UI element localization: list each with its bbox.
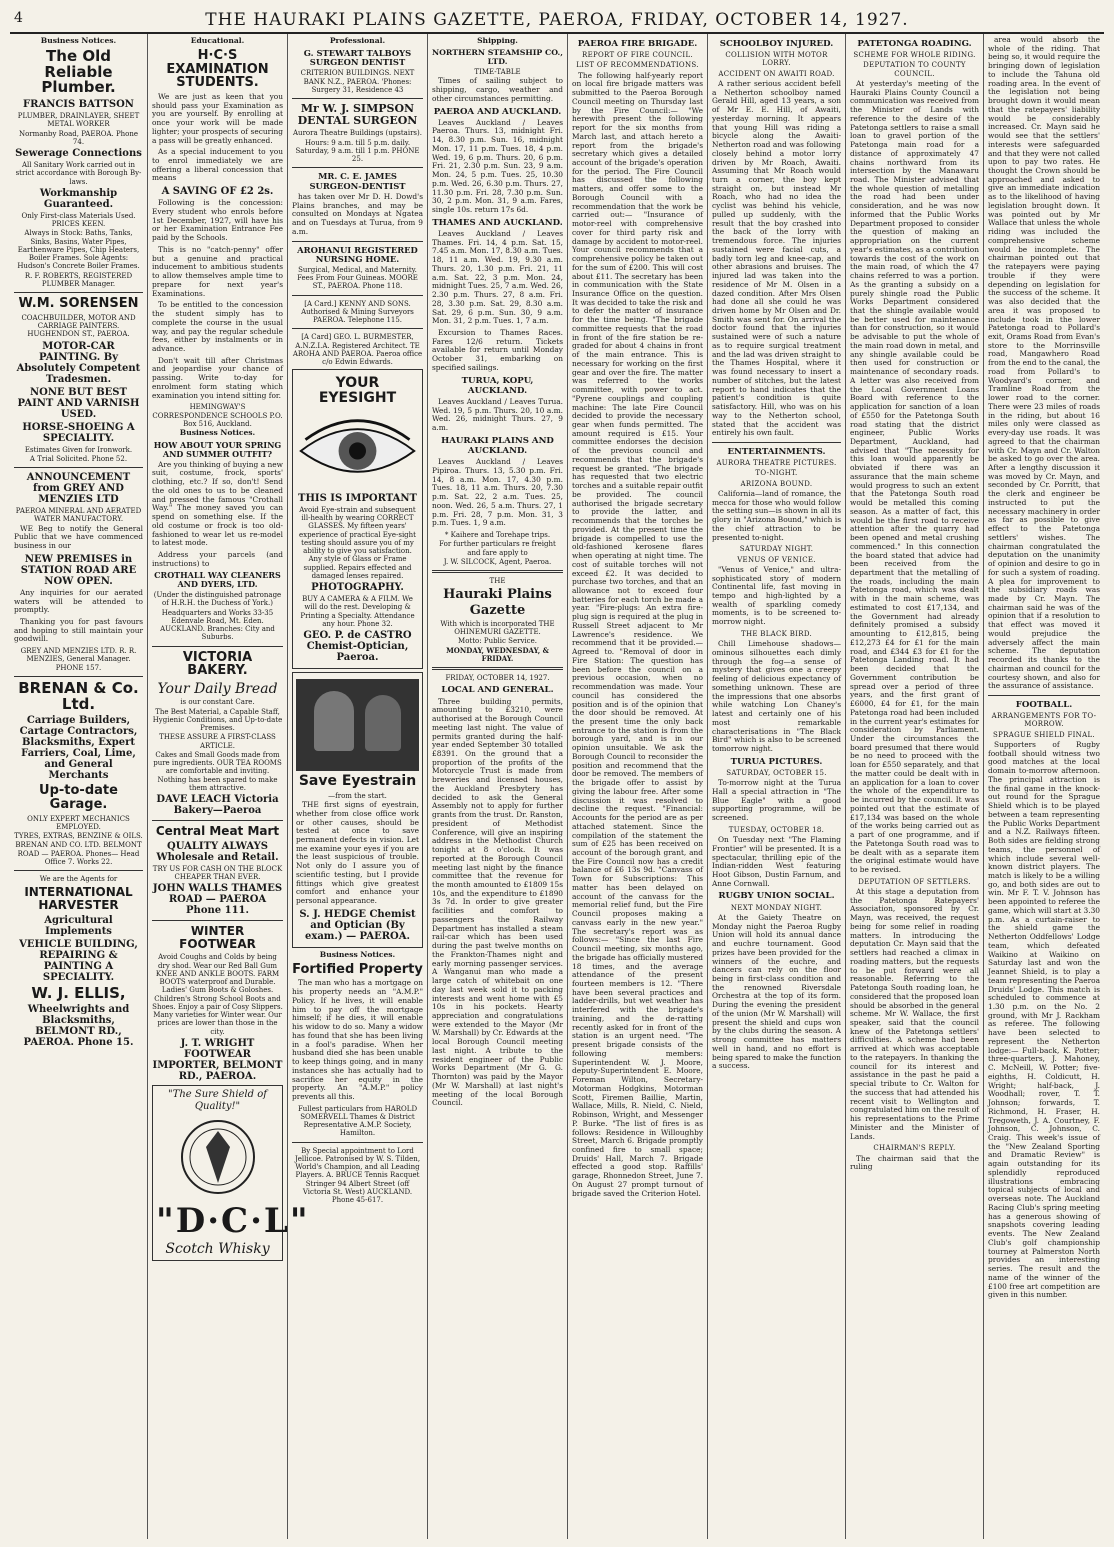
masthead [10, 6, 1104, 34]
sat15: SATURDAY, OCTOBER 15. [726, 768, 827, 777]
motto: Motto: Public Service. [458, 637, 537, 646]
estimates: Estimates Given for Ironwork. [24, 445, 133, 454]
ellis-text: Wheelwrights and Blacksmiths, BELMONT RD., PAEROA. Phone 15. [23, 1004, 134, 1049]
column-5 [568, 34, 708, 1539]
timetable: TIME-TABLE [474, 68, 521, 77]
sailings-4: Leaves Auckland / Leaves Pipiroa. Thurs. 13, 5.30 p.m. Fri. 14, 8 a.m. Mon. 17, 4.30 p.m. Tues. 18, 11 a.m. Thurs. 20, 7.30 p.m. Sat. 22, 2 a.m. Tues. 25, noon. Wed. 26, 5 a.m. Thurs. 27, 1 p.m. Fri. 28, 7 p.m. Mon. 31, 3 p.m. Tues. 1, 9 a.m. [432, 457, 563, 528]
roberts-text: R. F. ROBERTS, REGISTERED PLUMBER Manager. [24, 271, 133, 288]
eye-icon [296, 409, 419, 491]
fire-list: LIST OF RECOMMENDATIONS. [576, 61, 699, 70]
chairman-reply: CHAIRMAN'S REPLY. [873, 1144, 956, 1153]
sat15-text: To-morrow night at the Turua Hall a special attraction in "The Blue Eagle" with a good supporting programme, will be screened. [712, 778, 841, 823]
deputation-settlers: DEPUTATION OF SETTLERS. [858, 877, 971, 886]
section-heading-2: Business Notices. [319, 949, 396, 959]
hours: Hours: 9 a.m. till 5 p.m. daily. Saturday, 9 a.m. till 1 p.m. PHONE 25. [295, 138, 420, 164]
divider [14, 676, 143, 677]
rugby-text: At the Gaiety Theatre on Monday night the Paeroa Rugby Union will hold its annual dance and euchre tournament. Good prizes have been provided for the winners of the euchre, and dancers can rely on the floor being in first-class condition and the renowned Riversdale Orchestra at the top of its form. During the evening the president of the union (Mr W. Marshall) will present the shield and cups won by the clubs during the season. A strong committee has matters well in hand, and no effort is being spared to make the function a success. [712, 912, 842, 1071]
simpson: Mr W. J. SIMPSON DENTAL SURGEON [297, 102, 418, 128]
talboys: G. STEWART TALBOYS SURGEON DENTIST [303, 47, 412, 68]
days: MONDAY, WEDNESDAY, & FRIDAY. [446, 645, 549, 663]
somervell: Fullest particulars from HAROLD SOMERVELL Thames & District Representative A.M.P. Society, Hamilton. [297, 1104, 418, 1138]
column-6 [708, 34, 846, 1539]
crothall-p8: Address your parcels (and instructions) to [152, 550, 283, 568]
bruce: By Special appointment to Lord Jellicoe. Patronised by W. S. Tilden, World's Champion, and all Leading Players. A. BRUCE Tennis Racquet Stringer 94 Albert Street (off Victoria St. West) AUCKLAND. Phone 45-617. [294, 1146, 421, 1205]
fire-text: The following half-yearly report on local fire brigade matters was submitted to the Paeroa Borough Council meeting on Thursday last by the Fire Council:— "We herewith present the following report for the six months from March last, and attach hereto a report from the brigade's secretary which gives a detailed account of the brigade's operation for the period. The Fire Council has discussed the following matters, and offer some to the Borough Council with a recommendation that the work be carried out:— "Insurance of motor-reel with comprehensive cover for third party risk and damage by accident to motor-reel. Your council recommends that a comprehensive policy be taken out for the sum of £200. This will cost about £11. The secretary has been in communication with the State Insurance Office on the question. It was decided to take the risk and to defer the matter of insurance for the time being. "The brigade committee requests that the road in front of the fire station be re-graded for about 4 chains in front of the main entrance. This is necessary for working on the first gear and over the fire. The matter was referred to the works committee, with power to act. "Pyrene couplings and coupling machine: The late Fire Council decided to provide the necessary gear when funds permitted. The amount required is £15. Your committee endorses the decision of the previous council and recommends that the brigade's request be granted. "The brigade has requested that two electric torches and a suitable repair outfit be provided. The council authorised the brigade secretary to provide the latter, and recommends that the torches be provided. At the present time the brigade is compelled to use the old-fashioned kerosene flares when operating at night time. The cost of suitable torches will not exceed £2. It was decided to purchase two torches, and that an allowance not to exceed four batteries for each torch be made a year. "Fire-plugs: An extra fire-plug sign is required at the plug in Russell Street adjacent to Mr Lawrence's residence. We recommend that it be provided.—Agreed to. "Removal of door in Fire Station: The question has been before the council on a previous occasion, when no recommendation was made. Your council has considered the position and is of the opinion that the door should be removed. At the present time the only back entrance to the station is from the borough yard, and is in our opinion unsuitable. We ask the Borough Council to reconsider the position and recommend that the door be removed. The members of the brigade offer to assist by giving the labour free. After some discussion it was resolved to decline the request. "Financial: Accounts for the period are as per attached statement. Since the compilation of the statement the sum of £25 has been received on account of the borough grant, and the Fire Council now has a credit balance of £6 13s 9d. "Canvass of Town for Subscriptions: This matter has been delayed on account of the canvass for the memorial relief fund, but the Fire Council proposes making a canvass early in the new year." The secretary's report was as follows:— "Since the last Fire Council meeting, six months ago, the brigade has officially mustered 18 times, and the average attendance of the present fourteen members is 12. "There have been several practices and ladder-drills, but wet weather has interfered with the brigade's training, and the de-ratting recently asked for in front of the station is an urgent need. "The present brigade consists of the following members: Superintendent W. J. Moore, deputy-Superintendent E. Moore, Foreman Wilton, Secretary-Motorman Hodgkins, Motorman Scott, Firemen Baillie, Martin, Wallace, Mills, R. Nield, C. Nield, Robinson, Wright, and Messenger P. Burke. "The list of fires is as follows: Residence in Willoughby Street, March 6. Brigade promptly confined fire to small space; Druids' Hall, March 7. Brigade effected a good stop. Raffills' garage, Rhonnedon Street, June 7. On August 27 prompt turnout of brigade saved the Criterion Hotel. [572, 70, 703, 1198]
rugby-social: RUGBY UNION SOCIAL. [718, 891, 835, 902]
kenny: [A Card.] KENNY AND SONS. Authorised & Mining Surveyors PAEROA. Telephone 115. [301, 299, 414, 325]
sewerage-heading: Sewerage Connections [15, 148, 142, 160]
section-heading-2: Business Notices. [179, 428, 256, 438]
burmester: [A Card] GEO. L. BURMESTER, A.N.Z.I.A. Registered Architect. TE AROHA AND PAEROA. Paeroa office c/o Edwin Edwards. [292, 333, 423, 367]
walls: JOHN WALLS THAMES ROAD — PAEROA Phone 111. [152, 883, 283, 917]
thames-auckland: THAMES AND AUCKLAND. [432, 217, 563, 228]
crothall-p7: Are you thinking of buying a new suit, costume, frock, sports' clothing, etc.? If so, don't! Send the old ones to us to be cleaned and pressed the famous "Crothall Way." The money saved you can spend on something else. If the old costume or frock is too old-fashioned to wear let us re-model to latest mode. [152, 459, 283, 548]
dcl-logo: "D·C·L" [156, 1200, 310, 1241]
winter-text: Avoid Coughs and Colds by being dry shod. Wear our Red Ball Gum KNEE AND ANKLE BOOTS. FARM BOOTS waterproof and Durable. Ladies' Gum Boots & Goloshes. Children's Strong School Boots and Shoes. Enjoy a pair of Cosy Slippers. Many varieties for Winter wear. Our prices are lower than those in the city. [152, 953, 283, 1036]
aurora: AURORA THEATRE PICTURES. [716, 459, 837, 468]
patetonga-continued: area would absorb the whole of the riding. That being so, it would require the bringing down of legislation to include the Tahuna old roading area. In the event of the legislation not being brought down it would mean that the ratepayers' liability would be considerably increased. Cr. Mayn said he would see that the settlers' interests were safeguarded and that they were not called upon to pay two rates. He thought the Crown should be approached and asked to give an immediate indication as to the likelihood of having legislation brought down. It was pointed out by Mr Wallace that unless the whole riding was included the comprehensive scheme would be incomplete. The chairman pointed out that the ratepayers were paying trouble if they were depending on legislation for the success of the scheme. It was also decided that the area it was proposed to include took in the lower Patetonga road to Pollard's exit, Orams Road from Evan's store to the Morrinsville road, Mangawhero Road from the end to the canal, the road from Pollard's to Woodyard's corner, and Tramline Road from the lower road to the corner. There were 23 miles of roads in the riding, but about 16 miles only were classed as every-day use roads. It was agreed to that the chairman with Cr. Mayn and Cr. Walton be asked to go over the area. After a lengthy discussion it was moved by Cr. Mayn, and seconded by Cr. Porritt, that the clerk and engineer be instructed to put the necessary machinery in order as far as possible to give effect to the Patetonga settlers' wishes. The chairman congratulated the deputation on the unanimity of opinion and desire to go in for such a system of roading. A plea for improvement to the subsidiary roads was made by Cr. Mayn. The chairman said he was of the opinion that if a resolution to that effect was moved it would prejudice the adversely affect the main scheme. The deputation recorded its thanks to the chairman and council for the courtesy shown, and also for the assurance of assistance. [988, 35, 1100, 691]
dateline: FRIDAY, OCTOBER 14, 1927. [445, 674, 550, 683]
fire-brigade: PAEROA FIRE BRIGADE. [577, 39, 698, 49]
seal-icon [178, 1117, 258, 1197]
divider [14, 292, 143, 293]
mechanics: ONLY EXPERT MECHANICS EMPLOYED. [27, 814, 130, 831]
column-7 [846, 34, 984, 1539]
blackbird-text: Chill Limehouse shadows—ominous silhouettes each dimly through the fog—a sense of mystery that gives one a creepy feeling of delicious expectancy of something unknown. These are the impressions that one absorbs while watching Lon Chaney's latest and certainly one of his most remarkable characterisations in "The Black Bird" which is also to be screened tomorrow night. [712, 639, 841, 753]
turua-pictures: TURUA PICTURES. [730, 756, 823, 767]
sailings-3: Leaves Auckland / Leaves Turua. Wed. 19, 5 p.m. Thurs. 20, 10 a.m. Wed. 26, midnight Thurs. 27, 9 a.m. [432, 396, 563, 433]
return-note: Excursion to Thames Races. Fares 12/6 return. Tickets available for return until Monday October 31, embarking on specified sailings. [432, 327, 563, 372]
accident: ACCIDENT ON AWAITI ROAD. [718, 69, 835, 78]
plumber-name: FRANCIS BATTSON [23, 99, 134, 111]
fire-report: REPORT OF FIRE COUNCIL. [582, 51, 693, 60]
mineral-water: PAEROA MINERAL AND AERATED WATER MANUFACTORY. [15, 507, 142, 524]
divider [292, 1142, 423, 1143]
brenan-heading: BRENAN & Co. Ltd. [18, 678, 139, 713]
leach: DAVE LEACH Victoria Bakery—Paeroa [156, 794, 279, 817]
reply-text: The chairman said that the ruling [850, 1153, 979, 1172]
saving: A SAVING OF £2 2s. [161, 186, 274, 198]
plumber-trade: PLUMBER, DRAINLAYER, SHEET METAL WORKER [17, 112, 140, 129]
the-label: THE [489, 577, 506, 586]
section-heading: Shipping. [477, 36, 518, 45]
best-material: The Best Material, a Capable Staff, Hygienic Conditions, and Up-to-date Premises. [152, 707, 283, 733]
meat-heading: Central Meat Mart [155, 824, 280, 839]
garage-heading: Up-to-date Garage. [39, 783, 118, 813]
photography: PHOTOGRAPHY. [311, 582, 404, 594]
plumber-address: Normanby Road, PAEROA. Phone 74. [18, 129, 139, 146]
none-but: NONE BUT BEST PAINT AND VARNISH USED. [17, 386, 140, 420]
arrangements: ARRANGEMENTS FOR TO-MORROW. [991, 712, 1097, 729]
sailings-2: Leaves Auckland / Leaves Thames. Fri. 14, 4 p.m. Sat. 15, 7.45 a.m. Mon. 17, 8.30 a.m. Tues. 18, 11 a.m. Wed. 19, 9.30 a.m. Thurs. 20, 1.30 p.m. Fri. 21, 11 a.m. Sat. 22, 3 p.m. Mon. 24, midnight Tues. 25, 7 a.m. Wed. 26, 2.30 p.m. Thurs. 27, 8 a.m. Fri. 28, 3.30 p.m. Sat. 29, 8.30 a.m. Sat. 29, 6 p.m. Sun. 30, 9 a.m. Mon. 31, 2 p.m. Tues. 1, 7 a.m. [432, 228, 563, 326]
divider [152, 646, 283, 647]
next-monday: NEXT MONDAY NIGHT. [730, 903, 823, 912]
venus-text: "Venus of Venice," and ultra-sophisticated story of modern Continental life, fast moving in tempo and high-lighted by a wealth of sparkling comedy moments, is to be screened to-morrow night. [712, 564, 841, 627]
harvester-pre: We are the Agents for [39, 875, 118, 884]
fortified-text: The man who has a mortgage on his property needs an "A.M.P." Policy. If he lives, it will enable him to pay off the mortgage himself; if he dies, it will enable his widow to do so. Many a widow has found that she has been living in a fool's paradise. When her husband died she has been unable to keep things going, and in many instances she has actually had to sacrifice her equity in the property. An "A.M.P." policy prevents all this. [292, 978, 423, 1101]
fortified-heading: Fortified Property [292, 961, 423, 977]
hcs-p5: To be entitled to the concession the student simply has to complete the course in the usual way, and pay the regular schedule fees, either by instalments or in advance. [152, 300, 283, 353]
thanking-text: Thanking you for past favours and hoping to still maintain your goodwill. [14, 617, 143, 644]
school-text: A rather serious accident befell a Netherton schoolboy named Gerald Hill, aged 13 years, a son of Mr E. E. Hill, of Awaiti, yesterday morning. It appears that young Hill was riding a bicycle along the Awaiti-Netherton road and was following closely behind a motor lorry driven by Mr Roach, Awaiti. Assuming that Mr Roach would turn a corner, the boy kept straight on, but instead Mr Roach, who had no idea the cyclist was behind his vehicle, pulled up suddenly, with the result that the boy crashed into the back of the lorry with tremendous force. The injuries sustained were facial cuts, a badly torn leg and knee-cap, and other abrasions and bruises. The injured lad was taken into the residence of Mr M. Olsen in a dazed condition. After Mrs Olsen had done all she could he was driven home by Mr Olsen and Dr. Smith was sent for. On arrival the doctor found that the injuries sustained were of such a nature as to require surgical treatment and the lad was driven straight to the Thames Hospital, where it was found necessary to insert a number of stitches, but the latest report to hand indicates that the patient's condition is quite satisfactory. Hill, who was on his way to the Netherton school, stated that the accident was entirely his own fault. [712, 78, 841, 438]
cakes: Cakes and Small Goods made from pure ingredients. OUR TEA ROOMS are comfortable and inviting. Nothing has been spared to make them attractive. [153, 750, 282, 792]
eyesight-heading: YOUR EYESIGHT [318, 375, 397, 407]
blackbird: THE BLACK BIRD. [740, 629, 813, 638]
deputation-text: At this stage a deputation from the Patetonga Ratepayers' Association, sponsored by Cr. Mayn, was received, the request being for some relief in roading matters. In introducing the deputation Cr. Mayn said that the settlers had reached a climax in roading matters, but the requests to be put forward were all reasonable. Referring to the Patetonga South roading loan, he considered that the proposed loan should be absorbed in the general scheme. Mr W. Wallace, the first speaker, said that the council knew of the Patetonga settlers' difficulties. A scheme had been arrived at which was acceptable to the ratepayers. In thanking the council for its interest and assistance in the past he paid a special tribute to Cr. Walton for the success that had attended his recent visit to Wellington and congratulated him on the result of his representations to the Prime Minister and the Minister of Lands. [850, 886, 979, 1141]
columns [10, 34, 1104, 1539]
divider [988, 695, 1100, 696]
victoria-heading: VICTORIA BAKERY. [182, 649, 253, 679]
vehicle-building: VEHICLE BUILDING, REPAIRING & PAINTING A SPECIALITY. [19, 938, 138, 983]
paeroa-auckland: PAEROA AND AUCKLAND. [433, 106, 562, 117]
football: FOOTBALL. [1015, 700, 1073, 711]
inquiries-text: Any inquiries for our aerated waters will be attended to promptly. [14, 587, 143, 615]
patetonga-text: At yesterday's meeting of the Hauraki Plains County Council a communication was received from the Minister of Lands with reference to the desire of the Patetonga settlers to raise a small loan to gravel portion of the Patetonga main road for a distance of approximately 47 chains northward from its intersection by the Manawaru road. The Minister advised that the whole question of metalling the road had been under consideration, and he was now informed that the Public Works Department proposed to consider the question of making an appropriation on the current year's estimates, as a contribution towards the cost of the work on the main road, of which the 47 chains referred to was a portion. As the granting a subsidy on a purely shingle road the Public Works Department considered that the shingle available would be better used for maintenance than for construction, so it would be advisable to put the whole of the main road down in metal, and any shingle available could be then used for construction or maintenance of secondary roads. A letter was also received from the Local Government Loans Board with reference to the application for sanction of a loan of £550 for the Patetonga South road stating that the district engineer, Public Works Department, Auckland, had advised that "The necessity for this loan would apparently be obviated if there was an assurance that the main scheme would progress to such an extent that the Patetonga South road would be metalled this coming season. As a matter of fact, this would be the first road to receive attention after the quarry had been opened and metal crushing commenced." In this connection the board stated that advice had been received from the department that the metalling of the roads, including the main Patetonga road, which was dealt with in the main scheme, was estimated to cost £17,134, and the Government had already definitely promised a subsidy amounting to £12,815, being £12,273 £4 for £1 for the main road, and £344 £3 for £1 for the Patetonga Landing road. It had been decided that the Government contribution be spread over a period of three years, and the first grant of £6000, £4 for £1, for the main Patetonga road had been included in the current year's estimates for consideration by Parliament. Under the circumstances the board presumed that there would be no need to proceed with the loan for £550 separately, and that the matter could be dealt with in an application for a loan to cover the whole of the expenditure to be incurred by the council. It was pointed out that the estimate of £17,134 was based on the whole of the works being carried out as a part of one programme, and if the Patetonga South road was to be dealt with as a separate item the original estimate would have to be revised. [850, 78, 979, 874]
patetonga: PATETONGA ROADING. [857, 39, 972, 49]
hedge: S. J. HEDGE Chemist and Optician (By exam.) — PAEROA. [299, 908, 416, 942]
horse-shoeing: HORSE-SHOEING A SPECIALITY. [22, 421, 135, 444]
tue18-text: On Tuesday next "The Flaming Frontier" will be presented. It is a spectacular, thrilling epic of the Indian-ridden West featuring Hoot Gibson, Dustin Farnum, and Anne Cornwall. [712, 835, 841, 888]
incorporated: With which is incorporated THE OHINEMURI GAZETTE. [440, 619, 555, 637]
hcs-heading: H·C·S EXAMINATION STUDENTS. [166, 47, 269, 91]
tonight: TO-NIGHT. [755, 469, 798, 478]
our-care: is our constant Care. [180, 698, 255, 707]
stock-text: Always in Stock: Baths, Tanks, Sinks, Basins, Water Pipes, Earthenware Pipes, Chip Heaters, Boiler Frames. Sole Agents: Hudson's Concrete Boiler Frames. [17, 229, 140, 271]
column-4 [428, 34, 568, 1539]
tue18: TUESDAY, OCTOBER 18. [728, 825, 825, 834]
column-1 [10, 34, 148, 1539]
divider [292, 167, 423, 168]
crothall-patronage: (Under the distinguished patronage of H.R.H. the Duchess of York.) [153, 591, 282, 608]
further: For further particulars re freight and fare apply to [439, 540, 556, 557]
crothall-hq: Headquarters and Works 33-35 Edenvale Road, Mt. Eden. AUCKLAND. Branches: City and Suburbs. [160, 608, 275, 642]
arohanui: AROHANUI REGISTERED NURSING HOME. [297, 244, 418, 264]
talboys-addr: CRITERION BUILDINGS. NEXT BANK N.Z., PAEROA. 'Phones: Surgery 31, Residence 43 [300, 69, 415, 94]
turua-heading: TURUA, KOPU, AUCKLAND. [461, 375, 534, 396]
sailings-1: Leaves Auckland / Leaves Paeroa. Thurs. 13, midnight Fri. 14, 8.30 p.m. Sun. 16, midnight Mon. 17, 11 p.m. Tues. 18, 4 p.m. Wed. 19, 6 p.m. Thurs. 20, 6 p.m. Fri. 21, 2.30 p.m. Sun. 23, 9 a.m. Mon. 24, 5 p.m. Tues. 25, 10.30 p.m. Wed. 26, 6.30 p.m. Thurs. 27, 11.30 p.m. Fri. 28, 7.30 p.m. Sun. 30, 2 p.m. Mon. 31, 9 a.m. Fares, single 10s. return 17s 6d. [432, 117, 563, 215]
divider [292, 98, 423, 99]
column-3 [288, 34, 428, 1539]
divider [14, 467, 143, 468]
save-eyestrain-ad [292, 672, 423, 948]
arohanui-text: Surgical, Medical, and Maternity. Fees From Four Guineas. MOORE ST., PAEROA. Phone 118. [297, 265, 418, 291]
save-heading: Save Eyestrain [298, 773, 417, 790]
ag-implements: Agricultural Implements [44, 914, 113, 937]
grey-menzies: GREY AND MENZIES LTD. R. R. MENZIES, General Manager. PHONE 157. [20, 647, 137, 672]
eyestrain-illustration [296, 679, 419, 771]
scheme: SCHEME FOR WHOLE RIDING. [853, 51, 976, 60]
tt-text: Times of sailing subject to shipping, cargo, weather and other circumstances permitting. [432, 76, 563, 103]
divider [432, 667, 563, 670]
from-start: —from the start. [328, 791, 387, 800]
kaihere: * Kaihere and Torehape trips. [444, 531, 551, 540]
column-2 [148, 34, 310, 1539]
daily-bread: Your Daily Bread [157, 680, 278, 697]
james: MR. C. E. JAMES SURGEON-DENTIST [309, 171, 406, 191]
venus: VENUS OF VENICE. [737, 555, 816, 564]
divider [152, 820, 283, 821]
divider [152, 920, 283, 921]
tyres: TYRES, EXTRAS, BENZINE & OILS. [14, 832, 143, 841]
column-8 [984, 34, 1104, 1539]
hcs-p4: This is no "catch-penny" offer but a genuine and practical inducement to ambitious students to allow themselves ample time to prepare for next year's Examinations. [152, 244, 283, 298]
section-heading: Professional. [329, 36, 386, 45]
motor-paint: MOTOR-CAR PAINTING. By Absolutely Competent Tradesmen. [16, 340, 141, 385]
page-number: 4 [14, 10, 24, 26]
important-heading: THIS IS IMPORTANT [298, 492, 417, 504]
divider [292, 241, 423, 242]
divider [292, 295, 423, 296]
saturday: SATURDAY NIGHT. [739, 545, 814, 554]
schoolboy: SCHOOLBOY INJURED. [719, 39, 834, 49]
trial: A Trial Solicited. Phone 52. [29, 454, 128, 463]
eye-text: Avoid Eye-strain and subsequent ill-health by wearing CORRECT GLASSES. My fifteen years' experience of practical Eye-sight testing should assure you of my ability to give you satisfaction. Any style of Glass or Frame supplied. Repairs effected and damaged lenses repaired. [298, 505, 416, 580]
new-premises: NEW PREMISES in STATION ROAD ARE NOW OPEN. [20, 553, 137, 587]
hemingway: HEMINGWAY'S CORRESPONDENCE SCHOOLS P.O. Box 516, Auckland. [152, 403, 283, 428]
hcs-p2: As a special inducement to you to enrol immediately we are offering a liberal concession that means [152, 147, 283, 183]
divider [292, 328, 423, 329]
hcs-p6: Don't wait till after Christmas and jeopardise your chance of passing. Write to-day for enrolment form stating which examination you intend sitting for. [152, 355, 283, 400]
workmanship-text: Only First-class Materials Used. PRICES KEEN. [21, 211, 136, 229]
sorensen-heading: W.M. SORENSEN [18, 296, 139, 312]
workmanship-heading: Workmanship Guaranteed. [39, 187, 118, 210]
sorensen-trade: COACHBUILDER, MOTOR AND CARRIAGE PAINTERS. HUGHENDON ST., PAEROA. [21, 313, 136, 339]
try-us: TRY US FOR CASH ON THE BLOCK CHEAPER THAN EVER. [152, 864, 283, 881]
eyesight-ad [292, 369, 423, 669]
hcs-p1: We are just as keen that you should pass your Examination as you are yourself. By enrolling at once your work will be made lighter; your prospects of securing a pass will be greatly enhanced. [152, 91, 283, 145]
quality: QUALITY ALWAYS Wholesale and Retail. [156, 840, 279, 863]
page-title: THE HAURAKI PLAINS GAZETTE, PAEROA, FRIDAY, OCTOBER 14, 1927. [205, 10, 909, 30]
save-text: THE first signs of eyestrain, whether from close office work or other causes, should be tested at once to save permanent defects in vision. Let me examine your eyes if you are the least suspicious of trouble. Not only do I assure you of scientific testing, but I provide fittings which give greatest comfort and enhance your personal appearance. [296, 800, 419, 906]
silcock: J. W. SILCOCK, Agent, Paeroa. [443, 557, 552, 566]
arizona: ARIZONA BOUND. [740, 479, 813, 488]
collision: COLLISION WITH MOTOR LORRY. [725, 51, 828, 68]
divider [712, 442, 841, 443]
hauraki-heading: HAURAKI PLAINS AND AUCKLAND. [441, 435, 554, 456]
scotch-whisky: Scotch Whisky [165, 1240, 270, 1257]
tiller: J. T. WRIGHT FOOTWEAR IMPORTER, BELMONT RD., PAEROA. [152, 1037, 283, 1082]
deputation: DEPUTATION TO COUNTY COUNCIL. [863, 61, 966, 78]
dcl-ad [152, 1085, 310, 1261]
spring-heading: HOW ABOUT YOUR SPRING AND SUMMER OUTFIT? [153, 440, 282, 459]
castro: GEO. P. de CASTRO Chemist-Optician, Paeroa. [303, 630, 412, 664]
three-assure: THESE ASSURE A FIRST-CLASS ARTICLE. [159, 733, 276, 750]
sprague: SPRAGUE SHIELD FINAL. [993, 730, 1095, 739]
simpson-addr: Aurora Theatre Buildings (upstairs). [293, 129, 422, 138]
gazette-title: Hauraki Plains Gazette [443, 587, 552, 618]
winter-heading: WINTER FOOTWEAR [179, 924, 256, 951]
divider [14, 870, 143, 871]
brenan-lines: Carriage Builders, Cartage Contractors, Blacksmiths, Expert Farriers, Coal, Lime, and General Merchants [19, 715, 138, 782]
ellis-heading: W. J. ELLIS, [31, 983, 126, 1002]
notify-text: WE Beg to notify the General Public that we have commenced business in our [14, 523, 143, 551]
plumber-heading: The Old Reliable Plumber. [41, 46, 116, 97]
local-general: LOCAL AND GENERAL. [441, 685, 554, 696]
crothall-name: CROTHALL WAY CLEANERS AND DYERS, LTD. [154, 570, 281, 590]
shield-slogan: "The Sure Shield of Quality!" [168, 1088, 267, 1112]
nsc: NORTHERN STEAMSHIP CO., LTD. [432, 47, 563, 66]
entertainments: ENTERTAINMENTS. [727, 447, 826, 457]
divider [432, 570, 563, 573]
section-heading: Business Notices. [40, 36, 117, 45]
local-text: Three building permits, amounting to £3210, were authorised at the Borough Council meeting last night. The value of permits granted during the half-year ended September 30 totalled £8391. On the ground that a proportion of the profits of the Motorcycle Trust is made from breweries and licensed houses, the Auckland Presbytery has decided to ask the General Assembly not to apply for further grants from the trust. Dr. Ranston, president of Methodist Conference, will give an inspiring address in the Methodist Church tonight at 8 o'clock. It was reported at the Borough Council meeting last night by the finance committee that the revenue for the month amounted to £1809 15s 10s, and the expenditure to £1890 3s 7d. In order to give greater facilities and comfort to passengers the Railway Department has installed a steam rail-car which has been used during the past twelve months on the Frankton-Thames night and early morning passenger services. A Wanganui man who made a large catch of whitebait on one day last week sold it to packing interests and went home with £5 10s in his pockets. Hearty appreciation and congratulations were extended to the Mayor (Mr W. Marshall) by Cr. Edwards at the local Borough Council meeting last night. A tribute to the resident engineer of the Public Works Department (Mr G. G. Thornton) was paid by the Mayor (Mr W. Marshall) at last night's meeting of the local Borough Council. [432, 696, 563, 1108]
kodak-text: BUY A CAMERA & A FILM. We will do the rest. Developing & Printing a Specialty. Attendance any hour. Phone 32. [300, 595, 415, 628]
harvester-heading: INTERNATIONAL HARVESTER [24, 885, 133, 913]
announcement: ANNOUNCEMENT from GREY AND MENZIES LTD [26, 472, 131, 506]
arizona-text: California—land of romance, the mecca for those who would follow the setting sun—is shown in all its glory in "Arizona Bound," which is the chief attraction to be presented to-night. [712, 488, 841, 542]
sewerage-text: All Sanitary Work carried out in strict accordance with Borough By-laws. [15, 161, 142, 186]
hcs-p3: Following is the concession: Every student who enrols before 1st December, 1927, will have his or her Examination Entrance Fee paid by the Schools. [152, 198, 283, 243]
section-heading: Educational. [190, 36, 245, 45]
james-text: has taken over Mr D. H. Dowd's Plains branches, and may be consulted on Mondays at Ngatea and on Tuesdays at Turua, from 9 a.m. [292, 191, 423, 236]
football-text: Supporters of Rugby football should witness two good matches at the local domain to-morrow afternoon. The principal attraction is the final game in the knock-out round for the Sprague Shield which is to be played between a team representing the Public Works Department and a N.Z. Railways fifteen. Both sides are fielding strong teams, the personnel of which include several well-known district players. The match is likely to be a willing go, and both sides are out to win. Mr F. T. V. Johnson has been appointed to referee the game, which will start at 3.30 p.m. As a curtain-raiser to the shield game the Netherton Oddfellows' Lodge team, which defeated Waikino at Waikino on Saturday last and won the Jeannet Shield, is to play a team representing the Paeroa Druids' Lodge. This match is scheduled to commence at 1.30 p.m. on the No. 2 ground, with Mr J. Rackham as referee. The following have been selected to represent the Netherton lodge:— Full-back, K. Potter; three-quarters, J. Mahoney, C. McNeill, W. Potter; five-eighths, H. Coldicutt, H. Wright; half-back, J. Woodhall; rover, T. T. Johnson; forwards, T. Richmond, H. Fraser, H. Tregoweth, J. A. Courtney, F. Johnson, C. Johnson, C. Craig. This week's issue of the "New Zealand Sporting and Dramatic Review" is again outstanding for its splendidly reproduced illustrations embracing topical subjects of local and overseas note. The Auckland Racing Club's spring meeting has a generous showing of snapshots covering leading events. The New Zealand Club's golf championship tourney at Palmerston North provides an interesting series. The result and the name of the winner of the £100 free art competition are given in this number. [988, 739, 1101, 1300]
brenan-address: BRENAN AND CO. LTD. BELMONT ROAD — PAEROA. Phones— Head Office 7. Works 22. [15, 841, 142, 866]
